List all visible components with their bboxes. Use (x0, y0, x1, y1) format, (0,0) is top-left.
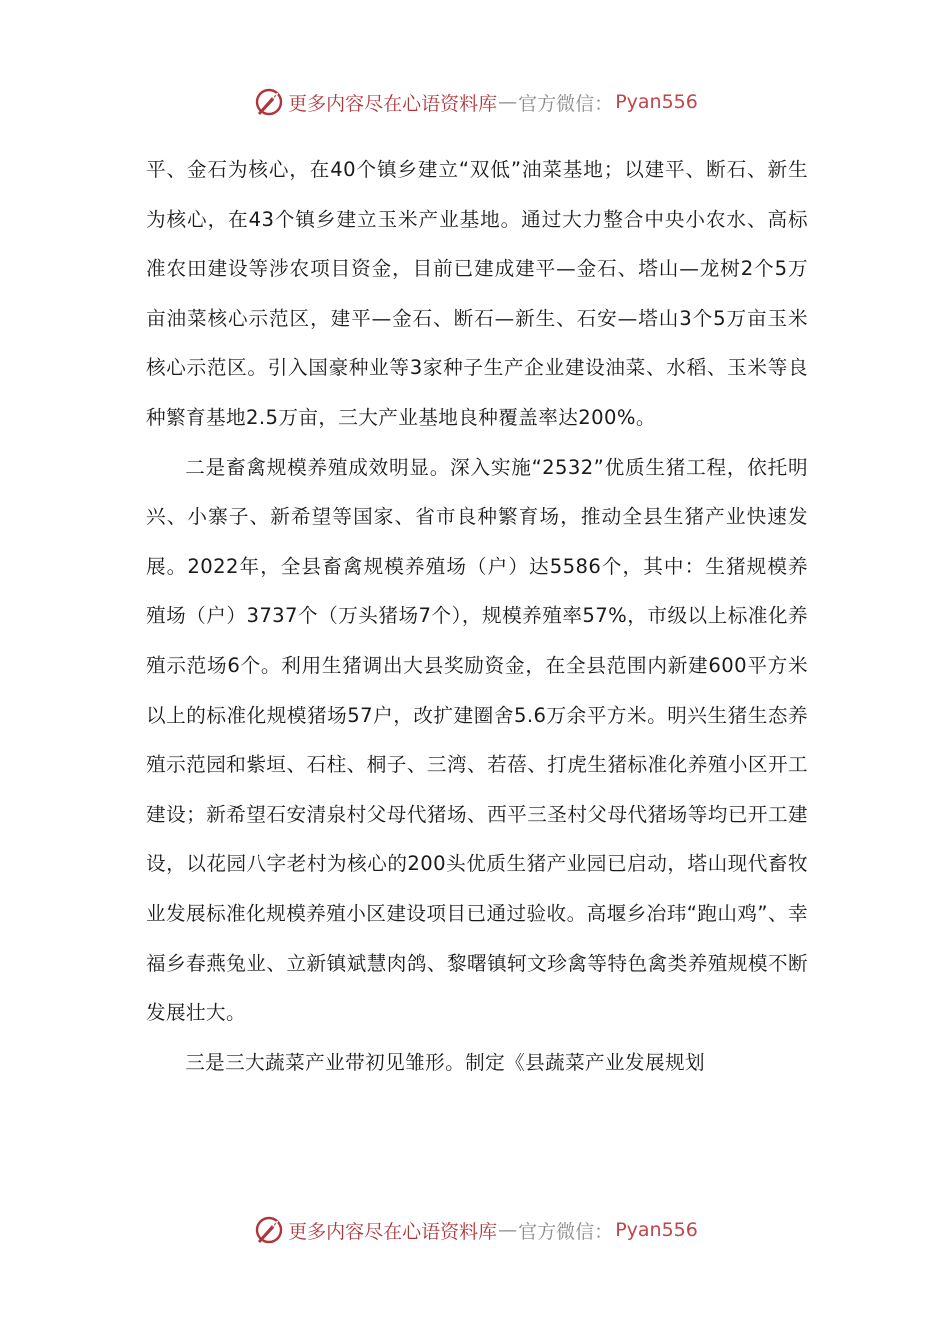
pen-nib-logo-icon (252, 1213, 286, 1247)
pen-nib-logo-icon (252, 85, 286, 119)
banner-separator: — (498, 91, 518, 113)
banner-brand-text: 更多内容尽在心语资料库 (288, 92, 498, 115)
banner-official-label: 官方微信： (518, 1220, 614, 1243)
document-body (146, 145, 808, 1087)
header-banner (0, 82, 950, 122)
paragraph-livestock: 二是畜禽规模养殖成效明显。深入实施“2532”优质生猪工程，依托明兴、小寨子、新希望等国家、省市良种繁育场，推动全县生猪产业快速发展。2022年，全县畜禽规模养殖场（户）达5586个，其中：生猪规模养殖场（户）3737个（万头猪场7个），规模养殖率57%，市级以上标准化养殖示范场6个。利用生猪调出大县奖励资金，在全县范围内新建600平方米以上的标准化规模猪场57户，改扩建圈舍5.6万余平方米。明兴生猪生态养殖示范园和紫垣、石柱、桐子、三湾、若蓓、打虎生猪标准化养殖小区开工建设；新希望石安清泉村父母代猪场、西平三圣村父母代猪场等均已开工建设，以花园八字老村为核心的200头优质生猪产业园已启动，塔山现代畜牧业发展标准化规模养殖小区建设项目已通过验收。高堰乡冶玮“跑山鸡”、幸福乡春燕兔业、立新镇斌慧肉鸽、黎曙镇轲文珍禽等特色禽类养殖规模不断发展壮大。 (146, 455, 808, 1025)
paragraph-continuation: 平、金石为核心，在40个镇乡建立“双低”油菜基地；以建平、断石、新生为核心，在43个镇乡建立玉米产业基地。通过大力整合中央小农水、高标准农田建设等涉农项目资金，目前已建成建平—金石、塔山—龙树2个5万亩油菜核心示范区，建平—金石、断石—新生、石安—塔山3个5万亩玉米核心示范区。引入国豪种业等3家种子生产企业建设油菜、水稻、玉米等良种繁育基地2.5万亩，三大产业基地良种覆盖率达200%。 (146, 158, 808, 429)
footer-banner (0, 1210, 950, 1250)
paragraph-vegetables: 三是三大蔬菜产业带初见雏形。制定《县蔬菜产业发展规划 (185, 1050, 706, 1074)
banner-official-label: 官方微信： (518, 92, 614, 115)
banner-wechat-id: Pyan556 (615, 91, 698, 113)
banner-wechat-id: Pyan556 (615, 1219, 698, 1241)
banner-separator: — (498, 1219, 518, 1241)
banner-brand-text: 更多内容尽在心语资料库 (288, 1220, 498, 1243)
